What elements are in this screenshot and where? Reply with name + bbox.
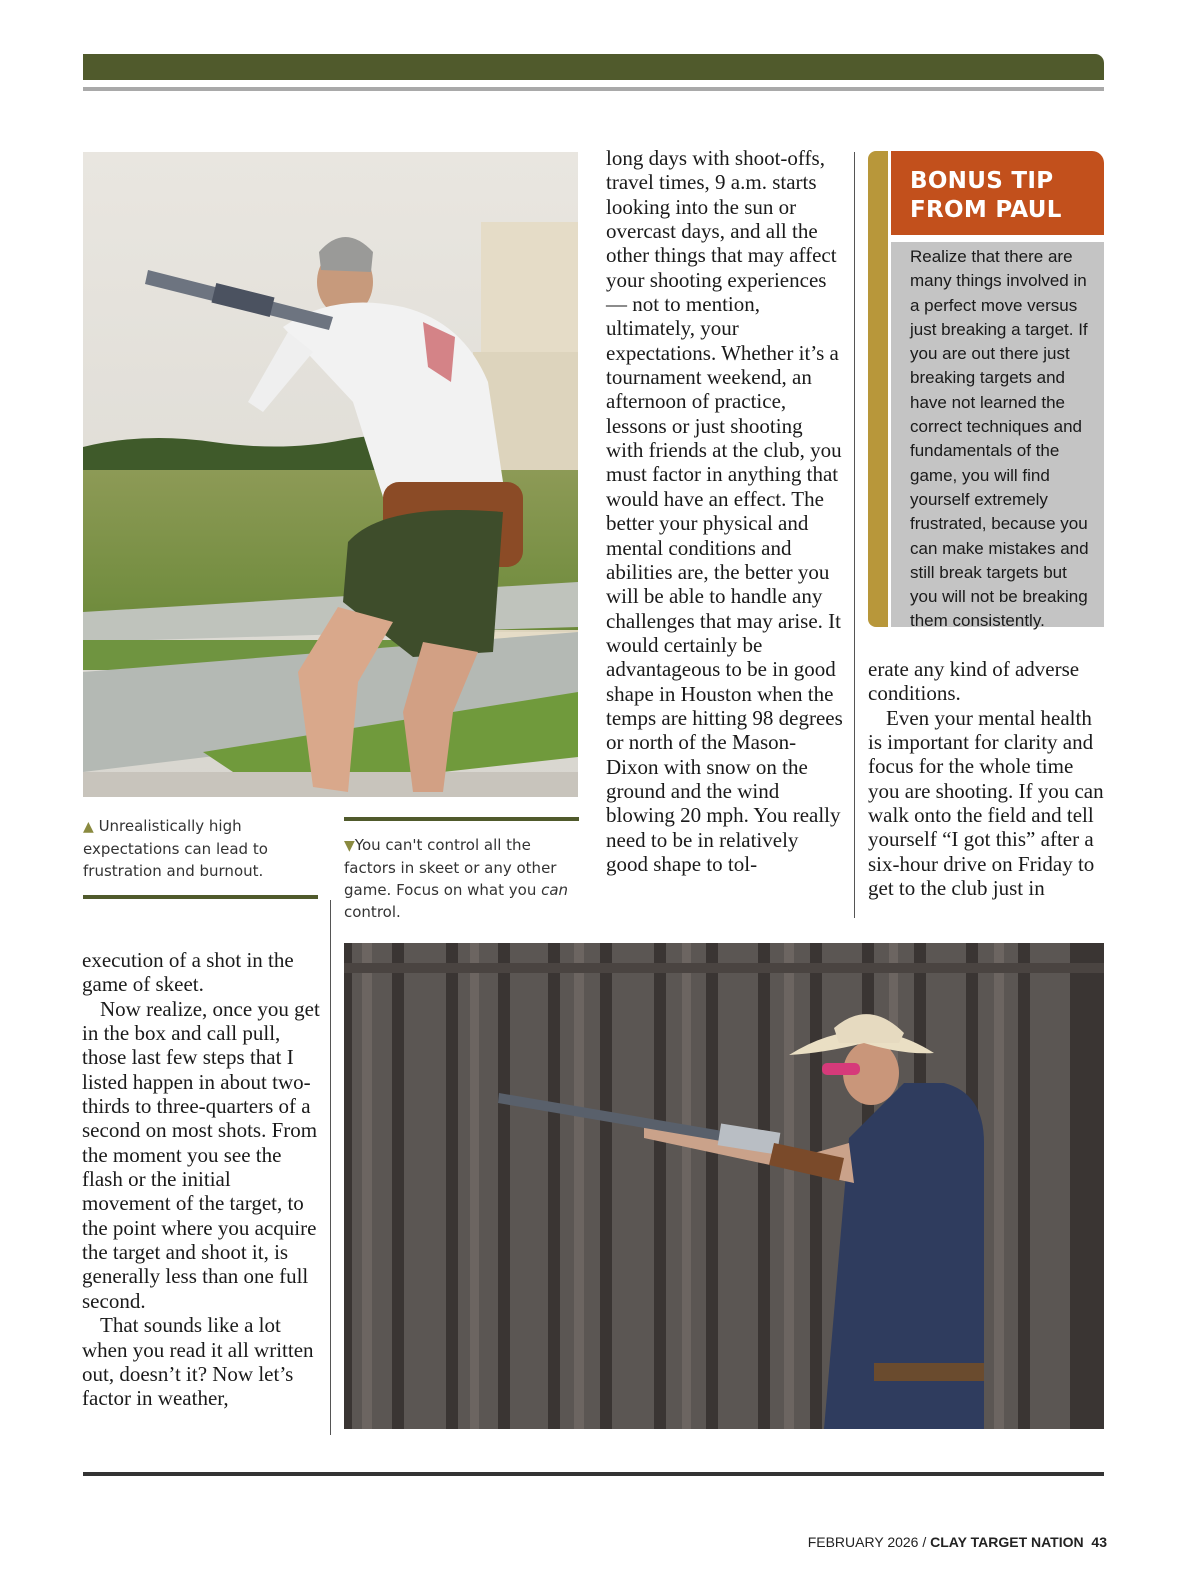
column-right	[868, 657, 1104, 900]
triangle-down-icon: ▼	[344, 838, 355, 854]
sidebar-title	[891, 151, 1104, 225]
page-footer	[808, 1534, 1107, 1550]
page-number: 43	[1091, 1534, 1107, 1550]
column-middle-paragraph: long days with shoot-offs, travel times, 9 a.m. starts looking into the sun or overcast days, and all the other things that may affect your shooting experiences — not to mention, ultimately, your expectations. Whether it’s a tournament weekend, an afternoon of practice, lessons or just shooting with friends at the club, you must factor in anything that would have an effect. The better your physical and mental conditions and abilities are, the better you will be able to handle any challenges that may arise. It would certainly be advantageous to be in good shape in Houston when the temps are hitting 98 degrees or north of the Mason-Dixon with snow on the ground and the wind blowing 20 mph. You really need to be in relatively good shape to tol-	[606, 146, 843, 876]
column-middle	[606, 146, 844, 876]
column-left-p1: execution of a shot in the game of skeet.	[82, 948, 294, 997]
sidebar-body-text: Realize that there are many things involved in a perfect move versus just breaking a target. If you are out there just breaking targets and have not learned the correct techniques and fundamentals of the game, you will find yourself extremely frustrated, because you can make mistakes and still break targets but you will not be breaking them consistently.	[910, 247, 1089, 631]
caption-top-left-text: Unrealistically high expectations can lead to frustration and burnout.	[83, 817, 268, 880]
sidebar-accent-bar	[868, 151, 888, 627]
header-rule	[83, 87, 1104, 91]
column-divider-1	[854, 152, 855, 918]
caption-top-middle-text-end: control.	[344, 903, 401, 921]
sidebar-header	[891, 151, 1104, 235]
header-color-bar	[83, 54, 1104, 80]
photo-shooter-white-shirt-image	[83, 152, 578, 797]
footer-date: FEBRUARY 2026	[807, 1534, 919, 1550]
footer-magazine: CLAY TARGET NATION	[930, 1534, 1084, 1550]
caption-top-left	[83, 815, 318, 882]
photo-shooter-cowboy-hat-image	[344, 943, 1104, 1429]
footer-separator: /	[922, 1534, 927, 1550]
triangle-up-icon: ▲	[83, 819, 94, 835]
photo-shooter-white-shirt	[83, 152, 578, 797]
sidebar-title-line1: BONUS TIP	[910, 168, 1054, 194]
sidebar-title-line2: FROM PAUL	[910, 197, 1062, 223]
caption-top-middle	[344, 834, 584, 923]
caption-top-middle-emphasis: can	[541, 881, 569, 899]
column-left-p2: Now realize, once you get in the box and call pull, those last few steps that I listed happen in about two-thirds to three-quarters of a second on most shots. From the moment you see the flash or the initial movement of the target, to the point where you acquire the target and shoot it, is generally less than one full second.	[82, 996, 320, 1313]
photo-shooter-cowboy-hat	[344, 943, 1104, 1429]
column-right-p2: Even your mental health is important for clarity and focus for the whole time you are shooting. If you can walk onto the field and tell yourself “I got this” after a six-hour drive on Friday to get to the club just in	[868, 705, 1104, 901]
caption-rule-bottom	[83, 895, 318, 899]
column-divider-2	[330, 900, 331, 1435]
column-right-p1: erate any kind of adverse conditions.	[868, 657, 1080, 706]
caption-rule-top	[344, 817, 579, 821]
sidebar-body	[891, 242, 1104, 631]
footer-rule	[83, 1472, 1104, 1476]
column-left-p3: That sounds like a lot when you read it all written out, doesn’t it? Now let’s factor in weather,	[82, 1313, 314, 1411]
caption-top-middle-text: You can't control all the factors in skeet or any other game. Focus on what you	[344, 836, 557, 899]
column-left-bottom	[82, 948, 320, 1411]
